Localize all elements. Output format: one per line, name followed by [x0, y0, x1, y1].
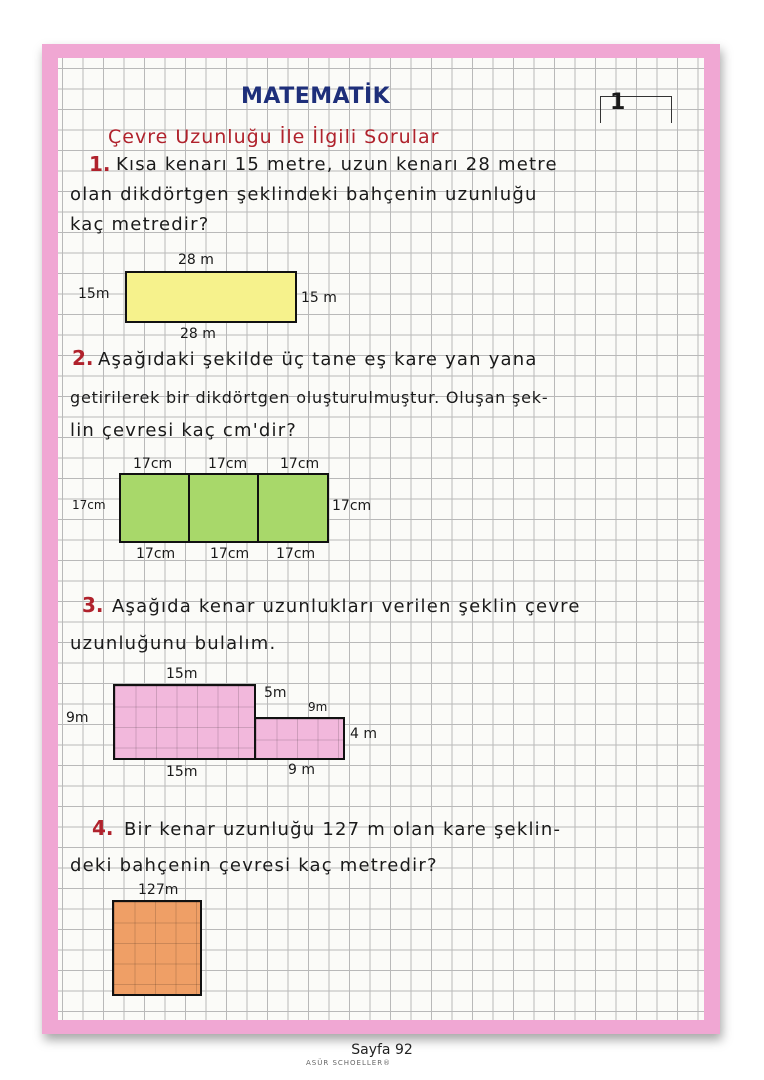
- q3-big-top-length: 15m: [166, 666, 198, 682]
- q3-big-bottom-length: 15m: [166, 764, 198, 780]
- q1-left-length: 15m: [78, 286, 110, 302]
- q2-bottom-length-3: 17cm: [276, 546, 316, 562]
- q1-right-length: 15 m: [301, 290, 337, 306]
- q2-left-length: 17cm: [72, 498, 106, 512]
- question-2-number: 2.: [72, 346, 94, 370]
- orange-square: [112, 900, 202, 996]
- question-4-line-2: deki bahçenin çevresi kaç metredir?: [70, 855, 438, 876]
- worksheet-subtitle: Çevre Uzunluğu İle İlgili Sorular: [108, 126, 440, 148]
- q3-small-bottom-length: 9 m: [288, 762, 315, 778]
- q2-top-length-1: 17cm: [133, 456, 173, 472]
- question-2-line-1: Aşağıdaki şekilde üç tane eş kare yan yana: [98, 349, 538, 370]
- q2-top-length-2: 17cm: [208, 456, 248, 472]
- q3-big-left-length: 9m: [66, 710, 89, 726]
- q3-step-length: 5m: [264, 685, 287, 701]
- page-number: 1: [610, 90, 626, 115]
- q3-small-top-length: 9m: [308, 700, 328, 714]
- question-1-line-2: olan dikdörtgen şeklindeki bahçenin uzunluğu: [70, 184, 538, 205]
- question-3-line-2: uzunluğunu bulalım.: [70, 633, 277, 654]
- question-2-line-3: lin çevresi kaç cm'dir?: [70, 420, 298, 441]
- q3-small-right-length: 4 m: [350, 726, 377, 742]
- question-1-line-3: kaç metredir?: [70, 214, 210, 235]
- question-1-line-1: Kısa kenarı 15 metre, uzun kenarı 28 metre: [116, 154, 558, 175]
- q2-bottom-length-1: 17cm: [136, 546, 176, 562]
- question-3-number: 3.: [82, 593, 104, 617]
- publisher-strip: ASÜR SCHOELLER®: [306, 1059, 392, 1067]
- question-4-line-1: Bir kenar uzunluğu 127 m olan kare şeklin-: [124, 819, 562, 840]
- q2-top-length-3: 17cm: [280, 456, 320, 472]
- q4-top-length: 127m: [138, 882, 179, 898]
- pink-large-rectangle: [113, 684, 256, 760]
- question-2-line-2: getirilerek bir dikdörtgen oluşturulmuştur. Oluşan şek-: [70, 388, 549, 407]
- q1-top-length: 28 m: [178, 252, 214, 268]
- question-4-number: 4.: [92, 816, 114, 840]
- q1-bottom-length: 28 m: [180, 326, 216, 342]
- q2-bottom-length-2: 17cm: [210, 546, 250, 562]
- yellow-rectangle: [125, 271, 297, 323]
- pink-small-rectangle: [254, 717, 345, 760]
- page-footer: Sayfa 92: [351, 1042, 413, 1058]
- green-divider-2: [257, 475, 259, 541]
- q2-right-length: 17cm: [332, 498, 372, 514]
- green-divider-1: [188, 475, 190, 541]
- page-title: MATEMATİK: [241, 84, 391, 109]
- question-3-line-1: Aşağıda kenar uzunlukları verilen şeklin çevre: [112, 596, 581, 617]
- question-1-number: 1.: [89, 152, 111, 176]
- green-rectangle: [119, 473, 329, 543]
